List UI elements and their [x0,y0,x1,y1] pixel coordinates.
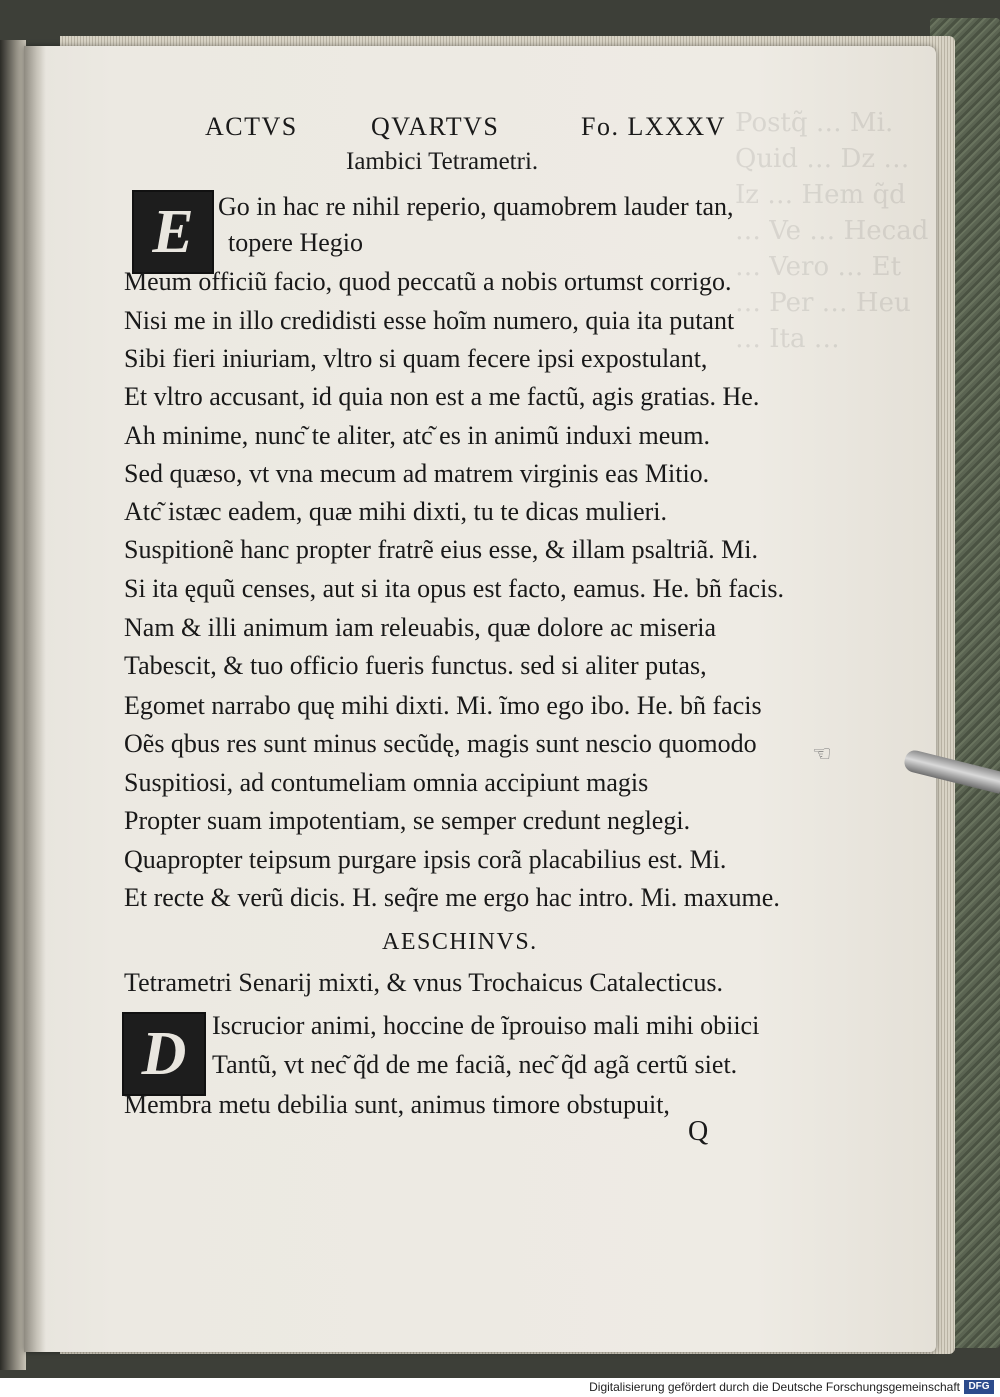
text-line: Et recte & verũ dicis. H. seq̃re me ergo hac intro. Mi. maxume. [124,883,780,912]
text-line: Oẽs qbus res sunt minus secũdę, magis sunt nescio quomodo [124,729,757,758]
text-line: Suspitiosi, ad contumeliam omnia accipiunt magis [124,768,649,797]
decorated-initial-d [122,1012,206,1096]
dfg-logo: DFG [964,1380,994,1394]
catchword: Q [688,1116,709,1147]
section-heading-2: Tetrametri Senarij mixti, & vnus Trochaicus Catalecticus. [124,968,723,997]
folio-number: Fo. LXXXV [581,112,726,141]
text-line: Go in hac re nihil reperio, quamobrem lauder tan, [218,192,734,221]
manicule-icon: ☜ [812,742,832,767]
text-line: Si ita ęquũ censes, aut si ita opus est facto, eamus. He. bñ facis. [124,574,784,603]
text-line: Iscrucior animi, hoccine de ĩprouiso mali mihi obiici [212,1011,760,1040]
text-line: Nisi me in illo credidisti esse hoĩm numero, quia ita putant [124,306,735,335]
text-line: Sed quæso, vt vna mecum ad matrem virginis eas Mitio. [124,459,710,488]
text-line: topere Hegio [228,228,364,257]
text-line: Meum officiũ facio, quod peccatũ a nobis ortumst corrigo. [124,267,732,296]
initial-letter: E [152,197,194,266]
header-quartus: QVARTVS [371,112,500,141]
text-line: Tantũ, vt nec͂ q̃d de me faciã, nec͂ q̃d agã certũ siet. [212,1050,738,1079]
text-line: Quapropter teipsum purgare ipsis corã placabilius est. Mi. [124,845,727,874]
header-actus: ACTVS [205,112,298,141]
text-line: Ah minime, nunc͂ te aliter, atc͂ es in animũ induxi meum. [124,421,710,450]
funding-credit: Digitalisierung gefördert durch die Deutsche Forschungsgemeinschaft [589,1380,960,1394]
text-line: Nam & illi animum iam releuabis, quæ dolore ac miseria [124,613,717,642]
speaker-heading: AESCHINVS. [382,929,538,955]
text-line: Atc͂ istæc eadem, quæ mihi dixti, tu te dicas mulieri. [124,497,668,526]
footer-bar [0,1378,1000,1397]
text-line: Egomet narrabo quę mihi dixti. Mi. ĩmo ego ibo. He. bñ facis [124,691,762,720]
decorated-initial-e [132,190,214,274]
text-line: Tabescit, & tuo officio fueris functus. sed si aliter putas, [124,651,707,680]
text-line: Propter suam impotentiam, se semper credunt neglegi. [124,806,691,835]
text-line: Membra metu debilia sunt, animus timore obstupuit, [124,1090,670,1119]
gutter-shadow [24,46,46,1352]
text-line: Et vltro accusant, id quia non est a me factũ, agis gratias. He. [124,382,760,411]
text-line: Suspitionẽ hanc propter fratrẽ eius esse, & illam psaltriã. Mi. [124,535,758,564]
left-page-edge [0,40,26,1370]
initial-letter: D [141,1019,187,1088]
running-header [205,112,765,146]
section-heading: Iambici Tetrametri. [346,148,539,175]
text-line: Sibi fieri iniuriam, vltro si quam fecere ipsi expostulant, [124,344,708,373]
bleed-through-text: Postq̃ … Mi. Quid … Dz … Iz … Hem q̃d … Ve … Hecad … Vero … Et … Per … Heu … Ita … [735,108,929,354]
